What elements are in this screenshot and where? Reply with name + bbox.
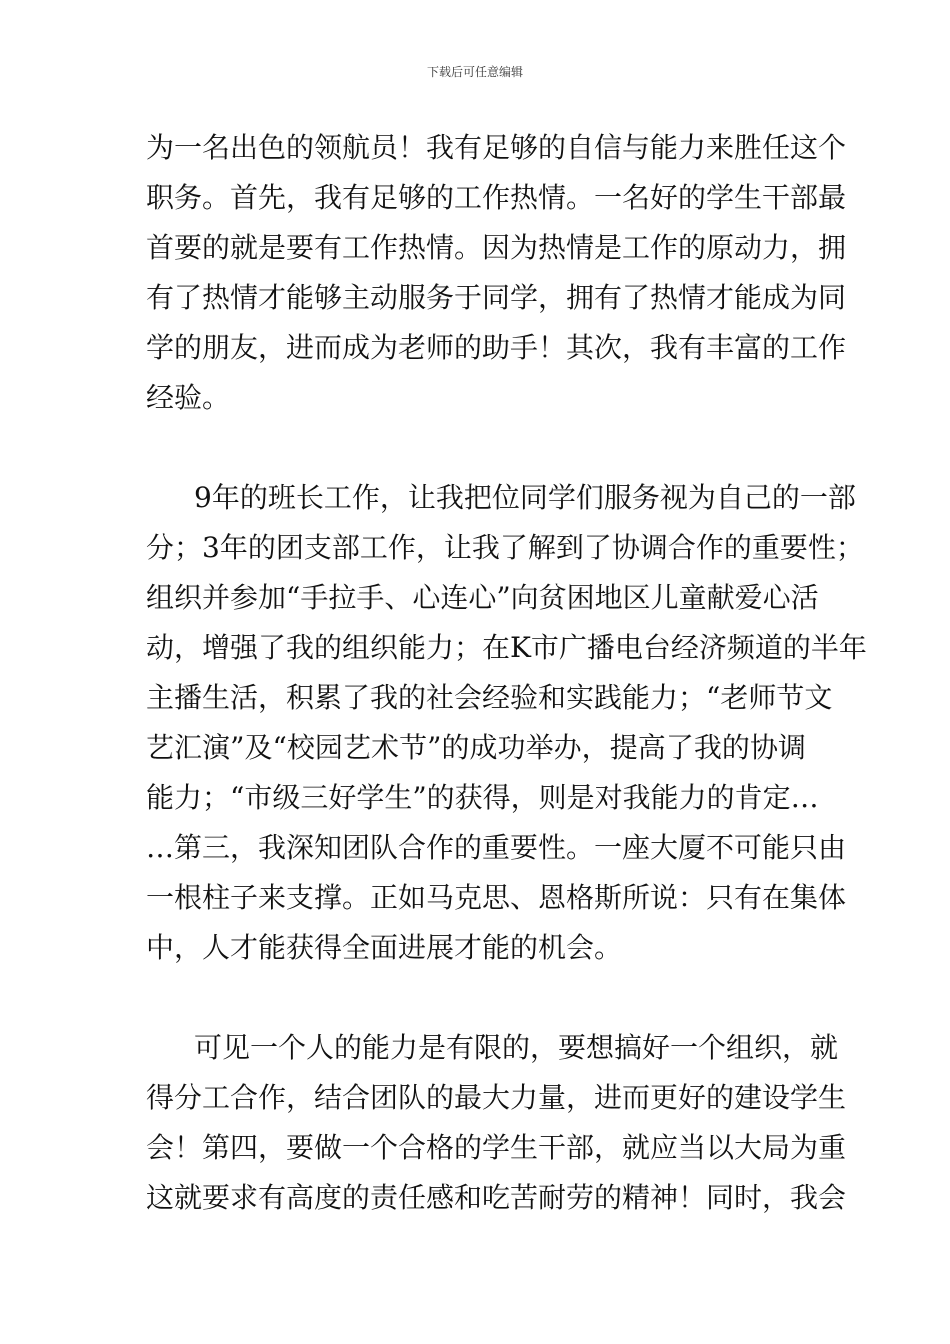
paragraph-1-line-3: 首要的就是要有工作热情。因为热情是工作的原动力，拥 <box>146 231 847 264</box>
paragraph-2-line-9: 一根柱子来支撑。正如马克思、恩格斯所说：只有在集体 <box>146 881 847 914</box>
paragraph-2-line-8: …第三，我深知团队合作的重要性。一座大厦不可能只由 <box>146 831 847 864</box>
paragraph-1-line-6: 经验。 <box>146 381 231 414</box>
paragraph-3-line-1: 可见一个人的能力是有限的，要想搞好一个组织，就 <box>194 1031 839 1064</box>
paragraph-2-line-6: 艺汇演”及“校园艺术节”的成功举办，提高了我的协调 <box>146 731 806 764</box>
paragraph-2-line-3: 组织并参加“手拉手、心连心”向贫困地区儿童献爱心活 <box>146 581 819 614</box>
paragraph-1-line-5: 学的朋友，进而成为老师的助手！其次，我有丰富的工作 <box>146 331 847 364</box>
paragraph-1-line-1: 为一名出色的领航员！我有足够的自信与能力来胜任这个 <box>146 131 847 164</box>
paragraph-3-line-2: 得分工合作，结合团队的最大力量，进而更好的建设学生 <box>146 1081 847 1114</box>
paragraph-1-line-2: 职务。首先，我有足够的工作热情。一名好的学生干部最 <box>146 181 847 214</box>
paragraph-2-line-4: 动，增强了我的组织能力；在K市广播电台经济频道的半年 <box>146 631 867 664</box>
paragraph-2-line-10: 中，人才能获得全面进展才能的机会。 <box>146 931 623 964</box>
paragraph-2-line-5: 主播生活，积累了我的社会经验和实践能力；“老师节文 <box>146 681 833 714</box>
paragraph-2-line-1: 9年的班长工作，让我把位同学们服务视为自己的一部 <box>194 481 856 514</box>
page-header: 下载后可任意编辑 <box>426 65 523 79</box>
paragraph-2-line-7: 能力；“市级三好学生”的获得，则是对我能力的肯定… <box>146 781 819 814</box>
paragraph-1-line-4: 有了热情才能够主动服务于同学，拥有了热情才能成为同 <box>146 281 847 314</box>
paragraph-3-line-4: 这就要求有高度的责任感和吃苦耐劳的精神！同时，我会 <box>146 1181 847 1214</box>
paragraph-2-line-2: 分；3年的团支部工作，让我了解到了协调合作的重要性； <box>146 531 864 564</box>
paragraph-3-line-3: 会！第四，要做一个合格的学生干部，就应当以大局为重 <box>146 1131 847 1164</box>
